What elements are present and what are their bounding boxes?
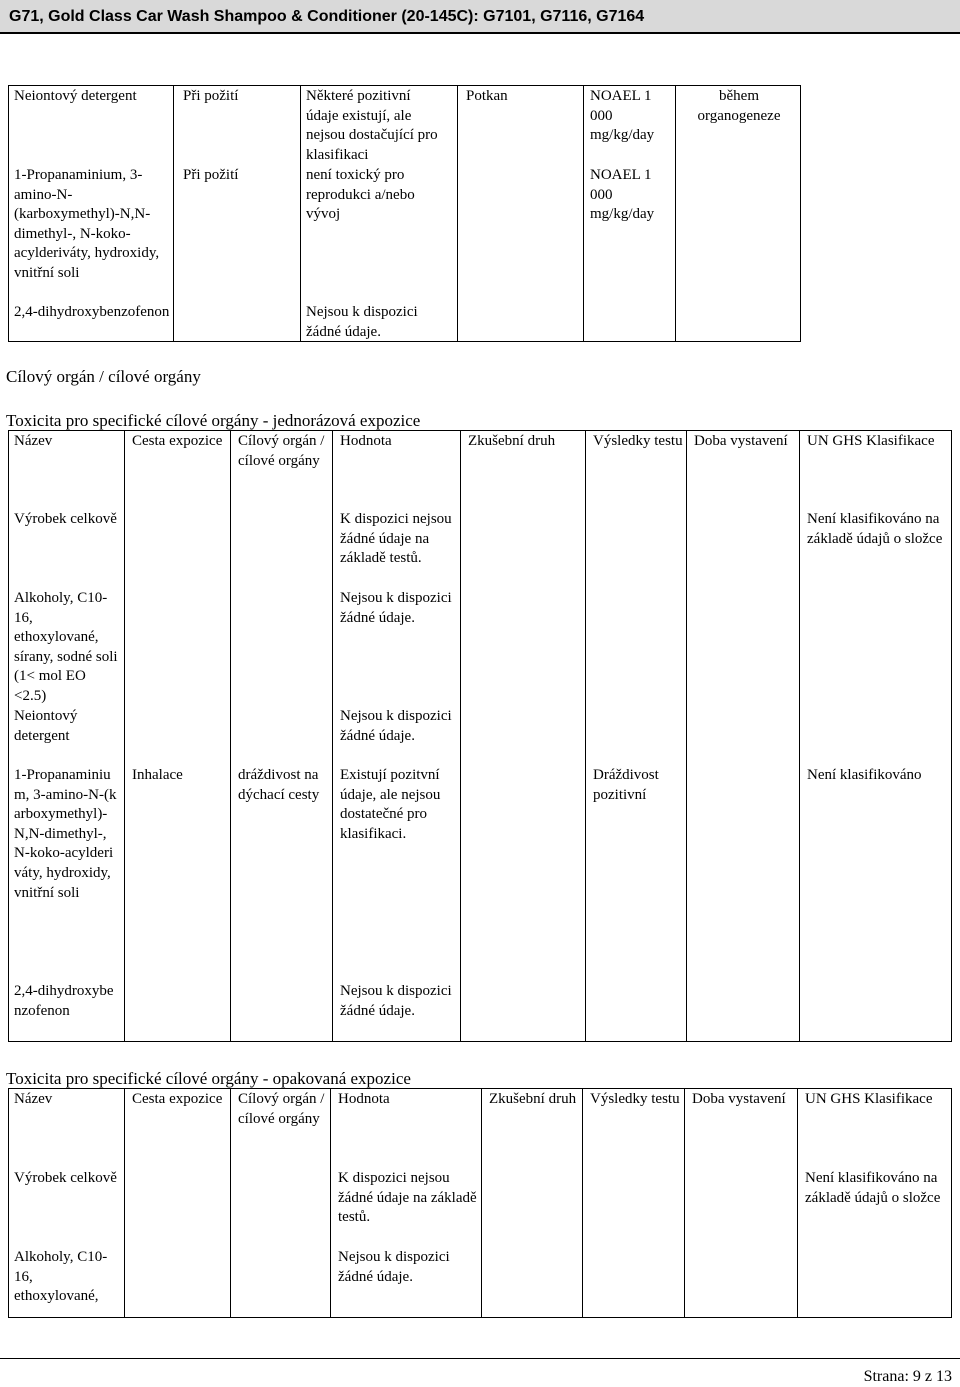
table-cell-name: Výrobek celkově bbox=[14, 511, 117, 527]
column-header-value: Hodnota bbox=[338, 1091, 390, 1107]
table-cell-name: Výrobek celkově bbox=[14, 1170, 117, 1186]
column-header-name: Název bbox=[14, 1091, 53, 1107]
table-cell-value: Některé pozitivní údaje existují, ale nejsou dostačující pro klasifikaci bbox=[306, 88, 438, 163]
table-cell-route: Při požití bbox=[183, 88, 239, 104]
table-cell-value: Nejsou k dispozici žádné údaje. bbox=[340, 983, 452, 1019]
section-heading-target-organ: Cílový orgán / cílové orgány bbox=[6, 367, 201, 386]
table-cell-name: 2,4-dihydroxybenzofenon bbox=[14, 304, 170, 320]
table-cell-name: Alkoholy, C10-16, ethoxylované, bbox=[14, 1249, 108, 1305]
section-heading-repeated-exposure: Toxicita pro specifické cílové orgány - opakovaná expozice bbox=[6, 1069, 411, 1088]
table-cell-ghs: Není klasifikováno na základě údajů o složce bbox=[807, 511, 943, 547]
page-footer bbox=[0, 1358, 960, 1387]
column-header-route: Cesta expozice bbox=[132, 433, 223, 449]
table-cell-duration: během organogeneze bbox=[697, 88, 781, 124]
table-cell-value: K dispozici nejsou žádné údaje na základě testů. bbox=[338, 1170, 477, 1226]
column-header-value: Hodnota bbox=[340, 433, 392, 449]
table-cell-value: Nejsou k dispozici žádné údaje. bbox=[340, 708, 452, 744]
page-number: Strana: 9 z 13 bbox=[863, 1368, 952, 1385]
column-header-test: Zkušební druh bbox=[468, 433, 556, 449]
column-header-route: Cesta expozice bbox=[132, 1091, 223, 1107]
table-cell-route: Inhalace bbox=[132, 767, 183, 783]
table-cell-name: 1-Propanaminium, 3-amino-N-(karboxymethyl)-N,N-dimethyl-, N-koko-acylderiváty, hydroxidy, vnitřní soli bbox=[14, 167, 160, 281]
column-header-test: Zkušební druh bbox=[489, 1091, 577, 1107]
column-header-results: Výsledky testu bbox=[590, 1091, 680, 1107]
table-cell-organ: dráždivost na dýchací cesty bbox=[238, 767, 320, 803]
table-cell-value: není toxický pro reprodukci a/nebo vývoj bbox=[306, 167, 415, 223]
document-title: G71, Gold Class Car Wash Shampoo & Conditioner (20-145C): G7101, G7116, G7164 bbox=[9, 8, 645, 25]
table-cell-value: Existují pozitvní údaje, ale nejsou dostatečné pro klasifikaci. bbox=[340, 767, 441, 842]
table-cell-value: Nejsou k dispozici žádné údaje. bbox=[306, 304, 418, 340]
table-cell-results: Dráždivost pozitivní bbox=[593, 767, 659, 803]
table-cell-value: K dispozici nejsou žádné údaje na základě testů. bbox=[340, 511, 452, 567]
column-header-organ: Cílový orgán / cílové orgány bbox=[238, 433, 325, 469]
table-cell-value: Nejsou k dispozici žádné údaje. bbox=[338, 1249, 450, 1285]
section-heading-single-exposure: Toxicita pro specifické cílové orgány - jednorázová expozice bbox=[6, 411, 421, 430]
table-cell-result: NOAEL 1 000 mg/kg/day bbox=[590, 88, 655, 144]
column-header-name: Název bbox=[14, 433, 53, 449]
column-header-duration: Doba vystavení bbox=[694, 433, 788, 449]
column-header-ghs: UN GHS Klasifikace bbox=[807, 433, 935, 449]
table-cell-species: Potkan bbox=[466, 88, 508, 104]
table-cell-route: Při požití bbox=[183, 167, 239, 183]
document-header bbox=[0, 0, 960, 34]
table-cell-name: 1-Propanaminium, 3-amino-N-(karboxymethyl)-N,N-dimethyl-, N-koko-acylderiváty, hydroxidy, vnitřní soli bbox=[14, 767, 117, 901]
table-cell-value: Nejsou k dispozici žádné údaje. bbox=[340, 590, 452, 626]
table-cell-result: NOAEL 1 000 mg/kg/day bbox=[590, 167, 655, 223]
column-header-ghs: UN GHS Klasifikace bbox=[805, 1091, 933, 1107]
table-cell-ghs: Není klasifikováno bbox=[807, 767, 922, 783]
column-header-organ: Cílový orgán / cílové orgány bbox=[238, 1091, 325, 1127]
column-header-results: Výsledky testu bbox=[593, 433, 683, 449]
table-cell-name: Neiontový detergent bbox=[14, 708, 78, 744]
column-header-duration: Doba vystavení bbox=[692, 1091, 786, 1107]
table-cell-name: Alkoholy, C10-16, ethoxylované, sírany, sodné soli (1< mol EO <2.5) bbox=[14, 590, 118, 704]
table-cell-name: Neiontový detergent bbox=[14, 88, 137, 104]
table-cell-name: 2,4-dihydroxybenzofenon bbox=[14, 983, 114, 1019]
table-cell-ghs: Není klasifikováno na základě údajů o složce bbox=[805, 1170, 941, 1206]
